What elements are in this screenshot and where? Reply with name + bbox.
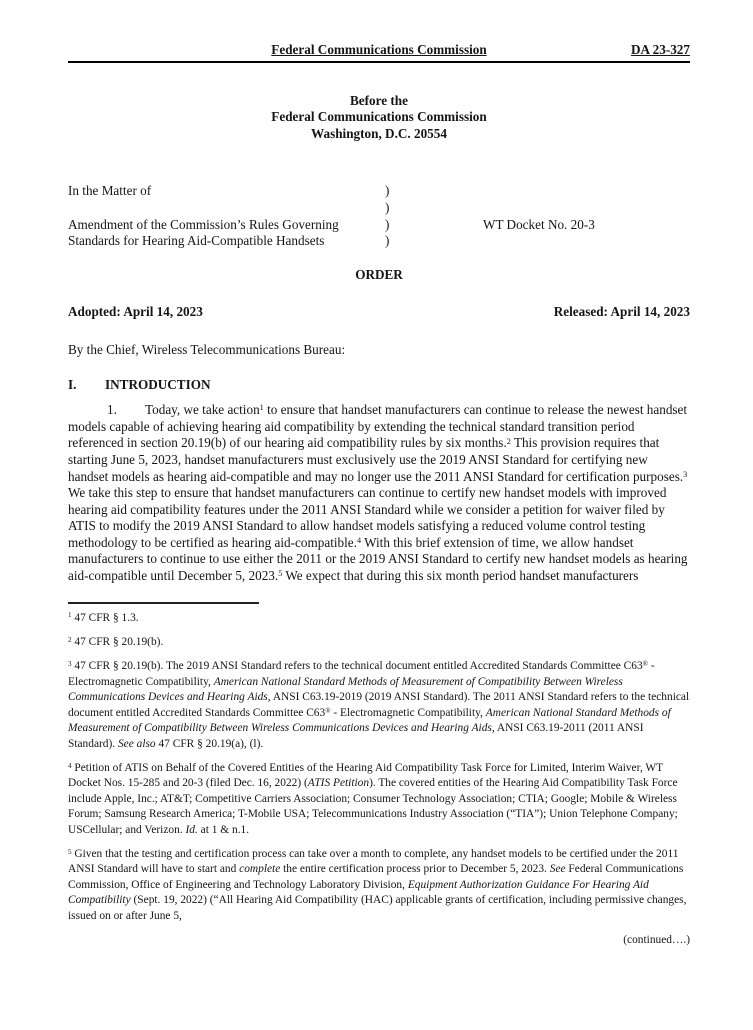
footnote-number: 3 (68, 660, 72, 669)
footnote-number: 2 (68, 635, 72, 644)
footnote-text: ). The covered entities of the Hearing Aid Compatibility Task Force include Apple, Inc.; AT&T; Competitive Carriers Association; Consumer Technology Association; CTIA; Google; Mobile & Wireless Forum; Samsung Research America; T-Mobile USA; Telecommunications Industry Association (“TIA”); Union Telephone Company; USCellular; and Verizon. (68, 777, 678, 836)
para-text-segment: This provision requires that starting June 5, 2023, handset manufacturers must exclusively use the 2019 ANSI Standard for certifying new handset models as hearing aid-compatible and may no longer use the 2011 ANSI Standard for certification purposes. (68, 435, 684, 484)
released-date: Released: April 14, 2023 (553, 304, 690, 320)
para-text-segment: With this brief extension of time, we allow handset manufacturers to continue to use either the 2011 or the 2019 ANSI Standard to certify new handset models as hearing aid-compatible until December 5, 2023. (68, 534, 688, 584)
footnote-text: , ANSI C63.19-2019 (2019 ANSI Standard). The 2011 ANSI Standard refers to the technical document entitled Accredited Standards Committee C63 (68, 691, 690, 719)
order-title: ORDER (355, 266, 403, 282)
spacer (483, 200, 690, 217)
byline: By the Chief, Wireless Telecommunications Bureau: (68, 341, 346, 357)
para-text-segment: to ensure that handset manufacturers can continue to release the newest handset models capable of achieving hearing aid compatibility by extending the technical standard transition period referenced in section 20.19(b) of our hearing aid compatibility rules by six months. (68, 402, 688, 451)
footnote-text: 47 CFR § 20.19(b). The 2019 ANSI Standard refers to the technical document entitled Accredited Standards Committee C63 (71, 660, 643, 673)
section-title: INTRODUCTION (105, 376, 211, 392)
page-header (68, 42, 690, 59)
footnote-ref-1: 1 (259, 403, 264, 413)
footnote-text-italic: American National Standard Methods of Measurement of Compatibility Between Wireless Communications Devices and Hearing Aids (68, 675, 623, 704)
footnote-text: Petition of ATIS on Behalf of the Covered Entities of the Hearing Aid Compatibility Task Force for Limited, Interim Waiver, WT Docket Nos. 15-285 and 20-3 (filed Dec. 16, 2022) ( (68, 761, 663, 790)
address-line-3: Washington, D.C. 20554 (311, 125, 447, 141)
adopted-date: Adopted: April 14, 2023 (68, 304, 203, 320)
paragraph-1 (68, 402, 690, 585)
case-caption (68, 183, 690, 249)
footnote-text-italic: ATIS Petition (307, 777, 370, 790)
caption-paren: ) (385, 216, 390, 232)
dates-row (68, 304, 690, 321)
document-number: DA 23-327 (631, 42, 690, 57)
registered-mark: ® (642, 660, 648, 669)
docket-number: WT Docket No. 20-3 (483, 216, 595, 232)
caption-paren: ) (385, 233, 390, 249)
caption-matter-line-1: Amendment of the Commission’s Rules Governing (68, 216, 339, 232)
header-rule (68, 61, 690, 63)
footnotes-section (68, 602, 690, 949)
footnote-ref-2: 2 (506, 436, 511, 446)
header-title: Federal Communications Commission (271, 42, 487, 57)
registered-mark: ® (325, 706, 331, 715)
footnote-number: 5 (68, 847, 72, 856)
footnote-text-italic: See (549, 863, 566, 876)
footnote-text: - Electromagnetic Compatibility, (68, 660, 655, 688)
address-line-1: Before the (350, 92, 408, 108)
section-number: I. (68, 376, 77, 392)
spacer (483, 233, 690, 250)
footnote-text: at 1 & n.1. (197, 823, 250, 836)
footnote-text-italic: Equipment Authorization Guidance For Hearing Aid Compatibility (68, 878, 649, 907)
section-heading (68, 377, 690, 394)
footnote-5 (68, 847, 690, 924)
footnote-ref-3: 3 (683, 469, 688, 479)
para-text-segment: Today, we take action (145, 402, 260, 418)
footnote-text: Federal Communications Commission, Office of Engineering and Technology Laboratory Division, (68, 863, 684, 891)
footnote-ref-5: 5 (278, 569, 283, 579)
spacer (483, 183, 690, 200)
footnote-text: - Electromagnetic Compatibility, (330, 706, 486, 719)
footnote-number: 1 (68, 611, 72, 620)
footnote-text: 47 CFR § 20.19(a), (l). (155, 737, 264, 750)
footnote-text-italic: See also (117, 737, 156, 750)
paragraph-number: 1. (107, 402, 117, 418)
footnote-text-italic: complete (239, 863, 281, 876)
caption-matter-line-2: Standards for Hearing Aid-Compatible Handsets (68, 233, 325, 249)
para-text-segment: We expect that during this six month period handset manufacturers (282, 568, 639, 584)
footnote-text: 47 CFR § 20.19(b). (71, 636, 164, 649)
footnote-2 (68, 635, 690, 650)
footnote-text: (Sept. 19, 2022) (“All Hearing Aid Compatibility (HAC) applicable grants of certification, including permissive changes, issued on or after June 5, (68, 894, 687, 922)
footnote-text: the entire certification process prior to December 5, 2023. (280, 863, 550, 876)
continued-note: (continued….) (623, 933, 690, 946)
footnote-text: 47 CFR § 1.3. (71, 611, 139, 624)
caption-paren: ) (385, 183, 390, 199)
footnote-text-italic: American National Standard Methods of Measurement of Compatibility Between Wireless Communications Devices and Hearing Aids (68, 706, 671, 735)
footnote-number: 4 (68, 761, 72, 770)
caption-in-the-matter-of: In the Matter of (68, 183, 152, 199)
caption-paren: ) (385, 199, 390, 215)
para-text-segment: We take this step to ensure that handset manufacturers can continue to certify new handset models with improved hearing aid compatibility features under the 2011 ANSI Standard while we consider a petition for waiver filed by ATIS to modify the 2019 ANSI Standard to allow handset models satisfying a reduced volume control testing methodology to be certified as hearing aid-compatible. (68, 485, 667, 550)
footnote-4 (68, 761, 690, 838)
footnote-1 (68, 611, 690, 626)
footnote-separator (68, 602, 259, 604)
spacer (68, 200, 385, 217)
footnote-text: , ANSI C63.19-2011 (2011 ANSI Standard). (68, 722, 644, 750)
footnote-text-italic: Id. (185, 823, 198, 836)
address-line-2: Federal Communications Commission (271, 109, 487, 125)
footnote-3 (68, 659, 690, 751)
footnote-ref-4: 4 (356, 536, 362, 546)
footnote-text: Given that the testing and certification process can take over a month to complete, any handset models to be certified under the 2011 ANSI Standard will have to start and (68, 847, 679, 876)
address-block (68, 93, 690, 143)
